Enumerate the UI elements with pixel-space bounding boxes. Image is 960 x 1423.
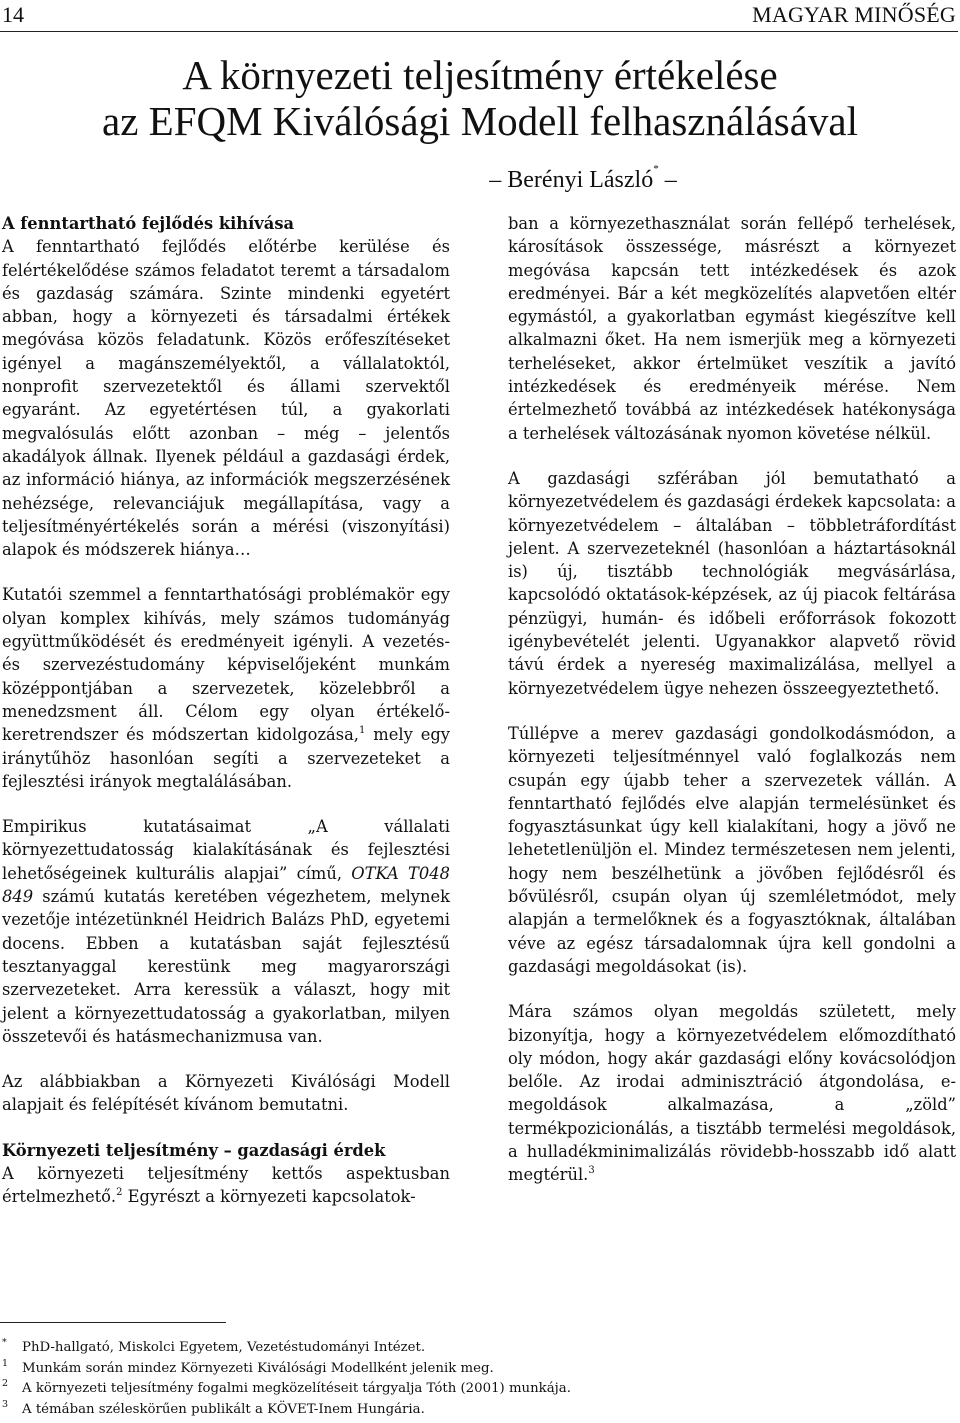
footnotes — [0, 1338, 800, 1420]
footnote-ref: 2 — [116, 1187, 123, 1199]
paragraph-text: számú kutatás keretében végezhetem, melynek vezetője intézetünknél Heidrich Balázs PhD, egyetemi docens. Ebben a kutatásban saját fejlesztésű tesztanyaggal kerestünk meg magyarországi szervezeteket. Arra keressük a választ, hogy mit jelent a környezettudatosság a gyakorlatban, milyen összetevői és hatásmechanizmusa van. — [2, 887, 450, 1046]
right-column — [508, 212, 956, 1187]
footnote — [0, 1400, 800, 1421]
grant-id: OTKA T048 849 — [2, 863, 450, 907]
page-number: 14 — [2, 2, 24, 27]
footnote — [0, 1379, 800, 1400]
footnote-ref: 3 — [588, 1165, 595, 1177]
left-column — [2, 212, 450, 1209]
footnote — [0, 1359, 800, 1380]
footnote-marker: 1 — [2, 1357, 9, 1369]
paragraph-text: Mára számos olyan megoldás született, mely bizonyítja, hogy a környezetvédelem előmozdítható oly módon, hogy akár gazdasági előny kovácsolódjon belőle. Az irodai adminisztráció átgondolása, e-megoldások alkalmazása, a „zöld” termékpozicionálás, a tisztább termelési megoldások, a hulladékminimalizálás rövidebb-hosszabb idő alatt megtérül. — [508, 1002, 956, 1185]
paragraph — [508, 1000, 956, 1186]
footnote-ref: 1 — [358, 725, 366, 737]
footnote-text: Munkám során mindez Környezeti Kiválósági Modellként jelenik meg. — [22, 1360, 494, 1376]
author-byline — [0, 163, 960, 194]
section-heading-environmental-performance: Környezeti teljesítmény – gazdasági érdek — [2, 1140, 386, 1160]
footnote-marker: * — [2, 1337, 7, 1348]
paragraph-text: Kutatói szemmel a fenntarthatósági problémakör egy olyan komplex kihívás, mely számos tudományág együttműködését és eredményeit igényli. A vezetés- és szervezéstudomány képviselőjeként munkám középpontjában a szervezetek, közelebbről a menedzsment áll. Célom egy olyan értékelő-keretrendszer és módszertan kidolgozása, — [2, 585, 450, 745]
footnote-marker: 3 — [2, 1398, 9, 1410]
title-line-1: A környezeti teljesítmény értékelése — [182, 52, 778, 98]
section-heading-sustainability: A fenntartható fejlődés kihívása — [2, 214, 295, 233]
footnote-text: A témában széleskörűen publikált a KÖVET-Inem Hungária. — [22, 1401, 425, 1417]
paragraph-text: mely egy iránytűhöz hasonlóan segíti a szervezeteket a fejlesztési irányok megtalálásában. — [2, 725, 450, 791]
paragraph: A gazdasági szférában jól bemutatható a környezetvédelem és gazdasági érdekek kapcsolata: a környezetvédelem – általában – többletráfordítást jelent. A szervezeteknél (hasonlóan a háztartásoknál is) új, tisztább technológiák megvásárlása, kapcsolódó oktatások-képzések, az új piacok feltárása pénzügyi, humán- és időbeli erőforrások fokozott igénybevételét jelenti. Ugyanakkor alapvető rövid távú érdek a nyereség maximalizálása, mellyel a környezetvédelem ügye nehezen összeegyeztethető. — [508, 468, 956, 698]
paragraph: Túllépve a merev gazdasági gondolkodásmódon, a környezeti teljesítménnyel való foglalkozás nem csupán egy újabb teher a szervezetek vállán. A fenntartható fejlődés elve alapján termelésünket és fogyasztásunkat úgy kell kialakítani, hogy a jövő ne lehetetlenüljön el. Mindez természetesen nem jelenti, hogy nem beszélhetünk a jövőben fejlődésről és bővülésről, csupán olyan új szemléletmódot, mely alapján a termelőknek és a fogyasztóknak, általában véve az egész társadalomnak újra kell gondolni a gazdasági megoldásokat (is). — [508, 723, 956, 976]
paragraph-text: A környezeti teljesítmény kettős aspektusban értelmezhető. — [2, 1163, 450, 1207]
paragraph — [2, 1162, 450, 1209]
paragraph — [2, 815, 450, 1048]
footnote — [0, 1338, 800, 1359]
paragraph: ban a környezethasználat során fellépő terhelések, károsítások összessége, másrészt a környezet megóvása kapcsán tett intézkedések és azok eredményei. Bár a két megközelítés alapvetően eltér egymástól, a gyakorlatban egymást kiegészítve kell alkalmazni őket. Ha nem ismerjük meg a környezeti terheléseket, akkor értelmüket veszítik a javító intézkedések és eredményeik mérése. Nem értelmezhető továbbá az intézkedések hatékonysága a terhelések változásának nyomon követése nélkül. — [508, 214, 956, 443]
footnote-marker: 2 — [2, 1378, 9, 1389]
article-title — [0, 52, 960, 144]
paragraph: A fenntartható fejlődés előtérbe kerülése és felértékelődése számos feladatot teremt a társadalom és gazdaság számára. Szinte mindenki egyetért abban, hogy a környezeti és társadalmi értékek megóvása közös feladatunk. Közös erőfeszítéseket igényel a magánszemélyektől, a vállalatoktól, nonprofit szervezetektől és állami szervektől egyaránt. Az egyetértésen túl, a gyakorlati megvalósulás előtt azonban – még – jelentős akadályok állnak. Ilyenek például a gazdasági érdek, az információ hiánya, az információk megszerzésének nehézsége, relevanciájuk megállapítása, vagy a teljesítményértékelés során a mérési (viszonyítási) alapok és módszerek hiánya… — [2, 237, 450, 560]
paragraph-text: Egyrészt a környezeti kapcsolatok- — [122, 1187, 416, 1207]
author-footnote-mark: * — [653, 163, 659, 175]
author-suffix: – — [658, 167, 677, 193]
title-line-2: az EFQM Kiválósági Modell felhasználásával — [102, 98, 858, 144]
footnote-text: A környezeti teljesítmény fogalmi megközelítéseit tárgyalja Tóth (2001) munkája. — [22, 1381, 571, 1396]
author-name: – Berényi László — [489, 167, 654, 193]
paragraph: Az alábbiakban a Környezeti Kiválósági Modell alapjait és felépítését kívánom bemutatni. — [2, 1072, 450, 1115]
paragraph-text: Empirikus kutatásaimat „A vállalati környezettudatosság kialakításának és fejlesztési lehetőségeinek kulturális alapjai” című, — [2, 817, 450, 883]
header-rule — [0, 31, 958, 32]
paragraph — [2, 583, 450, 793]
journal-title: MAGYAR MINŐSÉG — [752, 2, 956, 27]
footnote-text: PhD-hallgató, Miskolci Egyetem, Vezetéstudományi Intézet. — [22, 1340, 426, 1355]
footnote-rule — [0, 1322, 226, 1323]
